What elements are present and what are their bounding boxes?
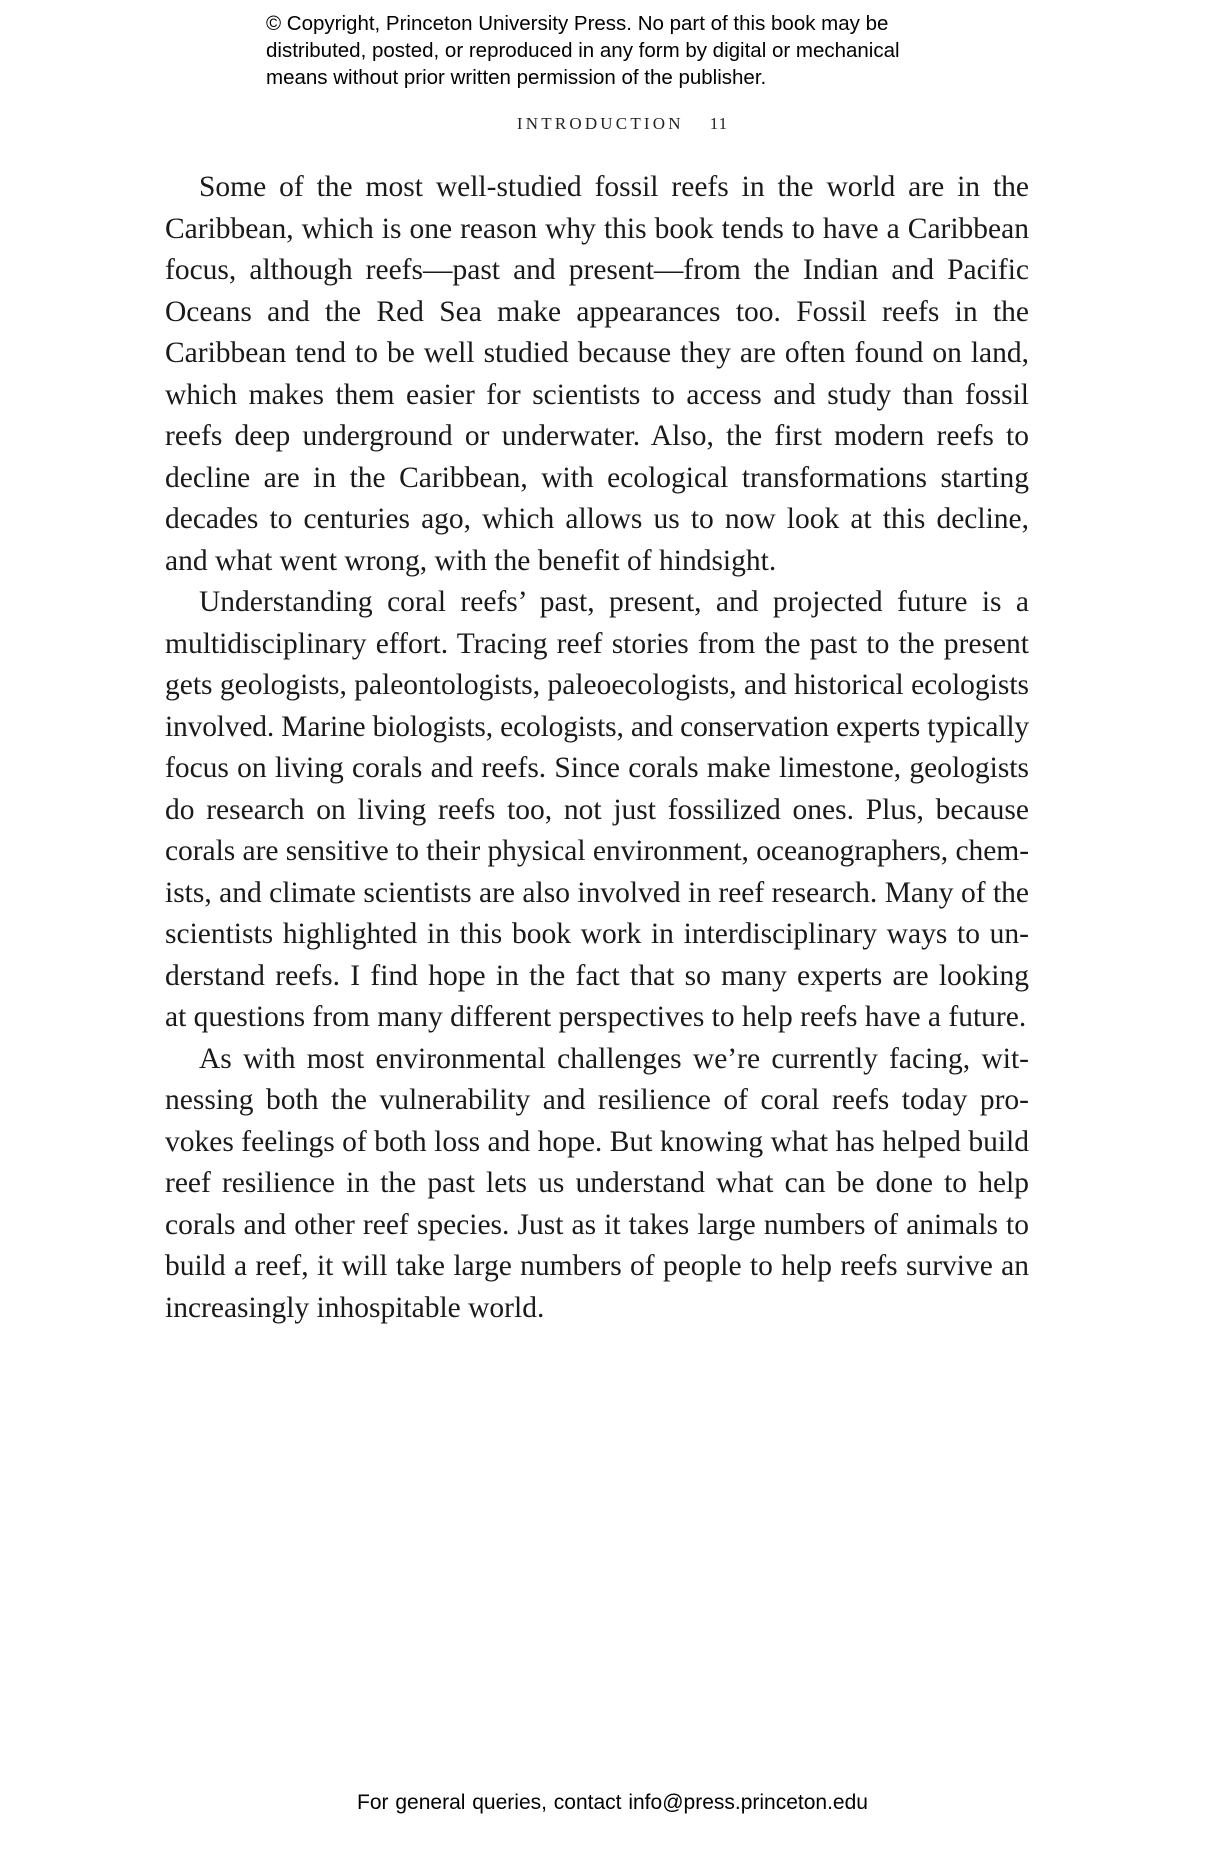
text-line: Oceans and the Red Sea make appearances too. Fossil reefs in the (165, 295, 1029, 328)
text-line: scientists highlighted in this book work in interdisciplinary ways to un- (165, 918, 1029, 950)
copyright-notice (266, 10, 1026, 91)
running-head (0, 114, 1225, 134)
text-line: focus, although reefs—past and present—from the Indian and Pacific (165, 254, 1029, 286)
text-line: derstand reefs. I find hope in the fact that so many experts are looking (165, 959, 1029, 992)
text-line: do research on living reefs too, not just fossilized ones. Plus, because (165, 793, 1029, 826)
text-line: at questions from many different perspectives to help reefs have a future. (165, 1001, 1027, 1033)
text-line: reef resilience in the past lets us understand what can be done to help (165, 1167, 1029, 1199)
body-text (165, 167, 1029, 1329)
text-line: Caribbean, which is one reason why this book tends to have a Caribbean (165, 212, 1029, 245)
footer-contact: For general queries, contact info@press.princeton.edu (357, 1791, 868, 1814)
text-line: decline are in the Caribbean, with ecological transformations starting (165, 461, 1029, 494)
text-line: involved. Marine biologists, ecologists, and conservation experts typically (165, 710, 1029, 743)
text-line: and what went wrong, with the benefit of hindsight. (165, 544, 777, 577)
text-line: increasingly inhospitable world. (165, 1291, 545, 1324)
text-line: Understanding coral reefs’ past, present, and projected future is a (199, 586, 1029, 618)
copyright-line: © Copyright, Princeton University Press. No part of this book may be (266, 12, 889, 35)
copyright-line: distributed, posted, or reproduced in any form by digital or mechanical (266, 39, 900, 62)
text-line: nessing both the vulnerability and resilience of coral reefs today pro- (165, 1084, 1029, 1116)
text-line: multidisciplinary effort. Tracing reef stories from the past to the present (165, 627, 1029, 660)
text-line: Caribbean tend to be well studied because they are often found on land, (165, 337, 1029, 369)
copyright-line: means without prior written permission of the publisher. (266, 66, 767, 89)
text-line: build a reef, it will take large numbers of people to help reefs survive an (165, 1250, 1029, 1282)
running-head-section: INTRODUCTION (516, 114, 684, 133)
paragraph-3 (165, 1039, 1029, 1330)
text-line: gets geologists, paleontologists, paleoecologists, and historical ecologists (165, 669, 1029, 701)
text-line: As with most environmental challenges we’re currently facing, wit- (199, 1042, 1029, 1075)
text-line: Some of the most well-studied fossil reefs in the world are in the (199, 171, 1029, 203)
text-line: corals are sensitive to their physical environment, oceanographers, chem- (165, 835, 1029, 867)
text-line: vokes feelings of both loss and hope. But knowing what has helped build (165, 1125, 1029, 1158)
page-number: 11 (709, 114, 729, 133)
text-line: focus on living corals and reefs. Since corals make limestone, geologists (165, 752, 1029, 784)
paragraph-2 (165, 582, 1029, 1039)
text-line: corals and other reef species. Just as it takes large numbers of animals to (165, 1208, 1029, 1241)
paragraph-1 (165, 167, 1029, 582)
text-line: decades to centuries ago, which allows us to now look at this decline, (165, 503, 1029, 535)
text-line: which makes them easier for scientists to access and study than fossil (165, 378, 1029, 411)
text-line: reefs deep underground or underwater. Also, the first modern reefs to (165, 420, 1029, 452)
text-line: ists, and climate scientists are also involved in reef research. Many of the (165, 876, 1029, 909)
